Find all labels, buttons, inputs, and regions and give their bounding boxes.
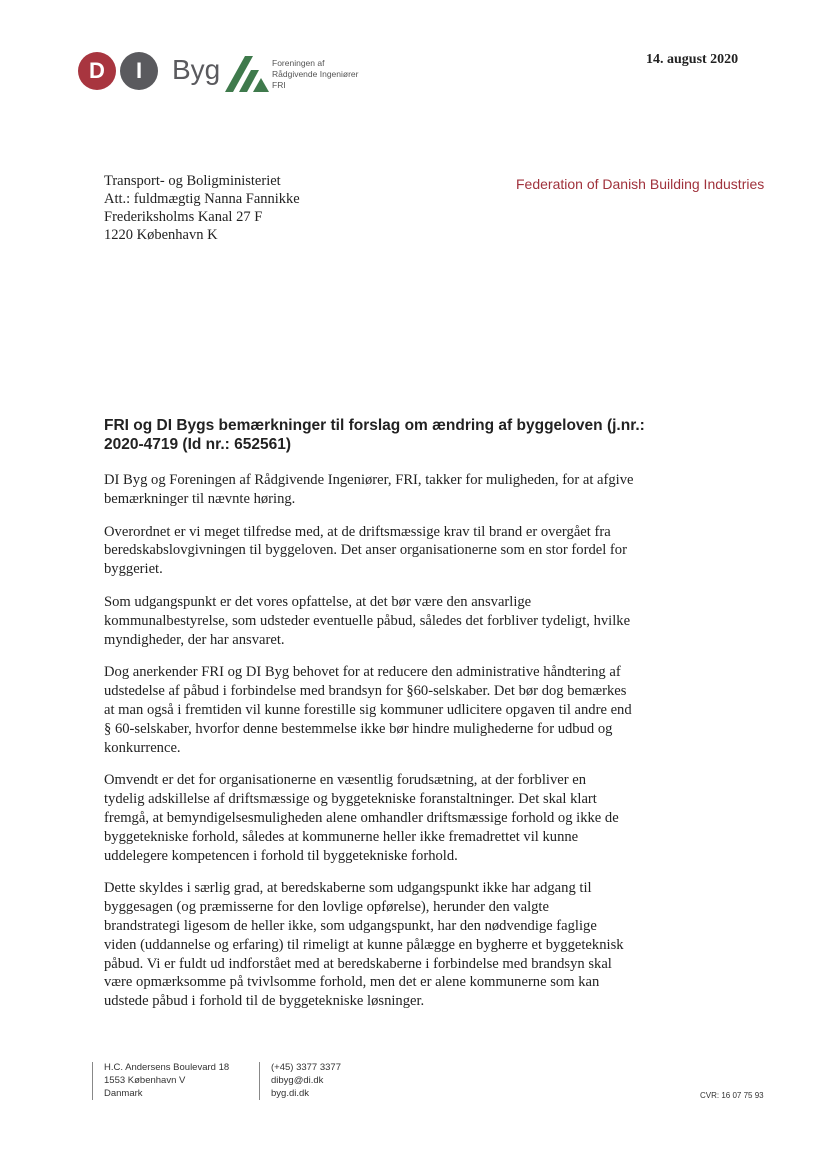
paragraph-line: Som udgangspunkt er det vores opfattelse, at det bør være den ansvarlige <box>104 593 532 610</box>
footer-email[interactable]: dibyg@di.dk <box>271 1075 324 1086</box>
paragraph-line: Omvendt er det for organisationerne en væsentlig forudsætning, at der forbliver en <box>104 772 587 789</box>
body-paragraph <box>104 771 744 865</box>
recipient-line: Transport- og Boligministeriet <box>104 173 281 189</box>
paragraph-line: udstede påbud i forhold til de byggetekniske løsninger. <box>104 993 425 1010</box>
footer-line: Danmark <box>104 1088 143 1099</box>
paragraph-line: tydelig adskillelse af driftsmæssige og byggetekniske foranstaltninger. Det skal klart <box>104 791 597 808</box>
body-paragraph <box>104 663 744 757</box>
byg-logo-text: Byg <box>172 54 221 85</box>
paragraph-line: kommunalbestyrelse, som udsteder eventuelle påbud, således det forbliver tydeligt, hvilke <box>104 612 631 629</box>
paragraph-line: Dog anerkender FRI og DI Byg behovet for at reducere den administrative håndtering af <box>104 664 621 681</box>
footer-divider <box>92 1062 93 1100</box>
di-logo-d: D <box>78 52 116 90</box>
body-paragraph <box>104 523 744 579</box>
paragraph-line: myndigheder, der har ansvaret. <box>104 631 285 648</box>
paragraph-line: byggesagen (og præmisserne for den lovlige opførelse), herunder den valgte <box>104 899 549 916</box>
fri-logo-line: Rådgivende Ingeniører <box>272 69 359 79</box>
paragraph-line: § 60-selskaber, hvorfor denne bestemmelse ikke bør hindre mulighederne for udbud og <box>104 720 613 737</box>
footer-line: H.C. Andersens Boulevard 18 <box>104 1062 230 1073</box>
footer-cvr: CVR: 16 07 75 93 <box>700 1091 764 1100</box>
paragraph-line: byggetekniske forhold, således at kommunerne heller ikke fremadrettet vil kunne <box>104 828 579 845</box>
paragraph-line: DI Byg og Foreningen af Rådgivende Ingeniører, FRI, takker for muligheden, for at afgive <box>104 472 634 488</box>
document-title <box>104 416 645 454</box>
footer-address <box>104 1061 229 1100</box>
body-paragraph <box>104 879 744 1011</box>
footer-contact <box>271 1061 341 1100</box>
paragraph-line: fremgå, at bemyndigelsesmuligheden alene omhandler driftsmæssige forhold og ikke de <box>104 809 619 826</box>
footer-line: 1553 København V <box>104 1075 186 1086</box>
di-logo <box>78 52 158 90</box>
recipient-line: Att.: fuldmægtig Nanna Fannikke <box>104 191 300 207</box>
paragraph-line: Overordnet er vi meget tilfredse med, at de driftsmæssige krav til brand er overgået fra <box>104 523 611 540</box>
paragraph-line: viden (uddannelse og erfaring) til rimeligt at kunne pålægge en bygherre et byggeteknisk <box>104 936 624 953</box>
paragraph-line: konkurrence. <box>104 739 181 756</box>
federation-name: Federation of Danish Building Industries <box>516 176 765 192</box>
recipient-address <box>104 172 300 244</box>
fri-logo-text <box>272 58 358 91</box>
fri-logo-line: FRI <box>272 80 286 90</box>
footer-phone: (+45) 3377 3377 <box>271 1062 341 1073</box>
letter-body <box>104 471 744 1025</box>
paragraph-line: være opmærksomme på tvivlsomme forhold, men det er alene kommunerne som kan <box>104 974 600 991</box>
fri-logo-icon <box>225 52 271 92</box>
paragraph-line: byggeriet. <box>104 561 163 578</box>
footer-divider <box>259 1062 260 1100</box>
title-line: FRI og DI Bygs bemærkninger til forslag om ændring af byggeloven (j.nr.: <box>104 417 645 434</box>
paragraph-line: beredskabslovgivningen til byggeloven. Det anser organisationerne som en stor fordel for <box>104 542 627 559</box>
title-line: 2020-4719 (Id nr.: 652561) <box>104 436 291 453</box>
paragraph-line: bemærkninger til nævnte høring. <box>104 490 296 507</box>
body-paragraph <box>104 593 744 649</box>
fri-logo-line: Foreningen af <box>272 58 325 68</box>
paragraph-line: påbud. Vi er fuldt ud indforstået med at beredskaberne i forbindelse med brandsyn skal <box>104 955 612 972</box>
paragraph-line: at man også i fremtiden vil kunne forestille sig kommuner udlicitere opgaven til andre end <box>104 701 632 718</box>
letter-date: 14. august 2020 <box>646 52 739 67</box>
di-logo-i: I <box>120 52 158 90</box>
paragraph-line: Dette skyldes i særlig grad, at beredskaberne som udgangspunkt ikke har adgang til <box>104 880 592 897</box>
paragraph-line: brandstrategi ligesom de heller ikke, som udgangspunkt, har den nødvendige faglige <box>104 917 597 934</box>
footer-website[interactable]: byg.di.dk <box>271 1088 310 1099</box>
paragraph-line: udstedelse af påbud i forbindelse med brandsyn for §60-selskaber. Det bør dog bemærkes <box>104 683 627 700</box>
recipient-line: Frederiksholms Kanal 27 F <box>104 209 263 225</box>
paragraph-line: uddelegere kompetencen i forhold til byggetekniske forhold. <box>104 847 458 864</box>
body-paragraph <box>104 471 744 509</box>
recipient-line: 1220 København K <box>104 227 218 243</box>
